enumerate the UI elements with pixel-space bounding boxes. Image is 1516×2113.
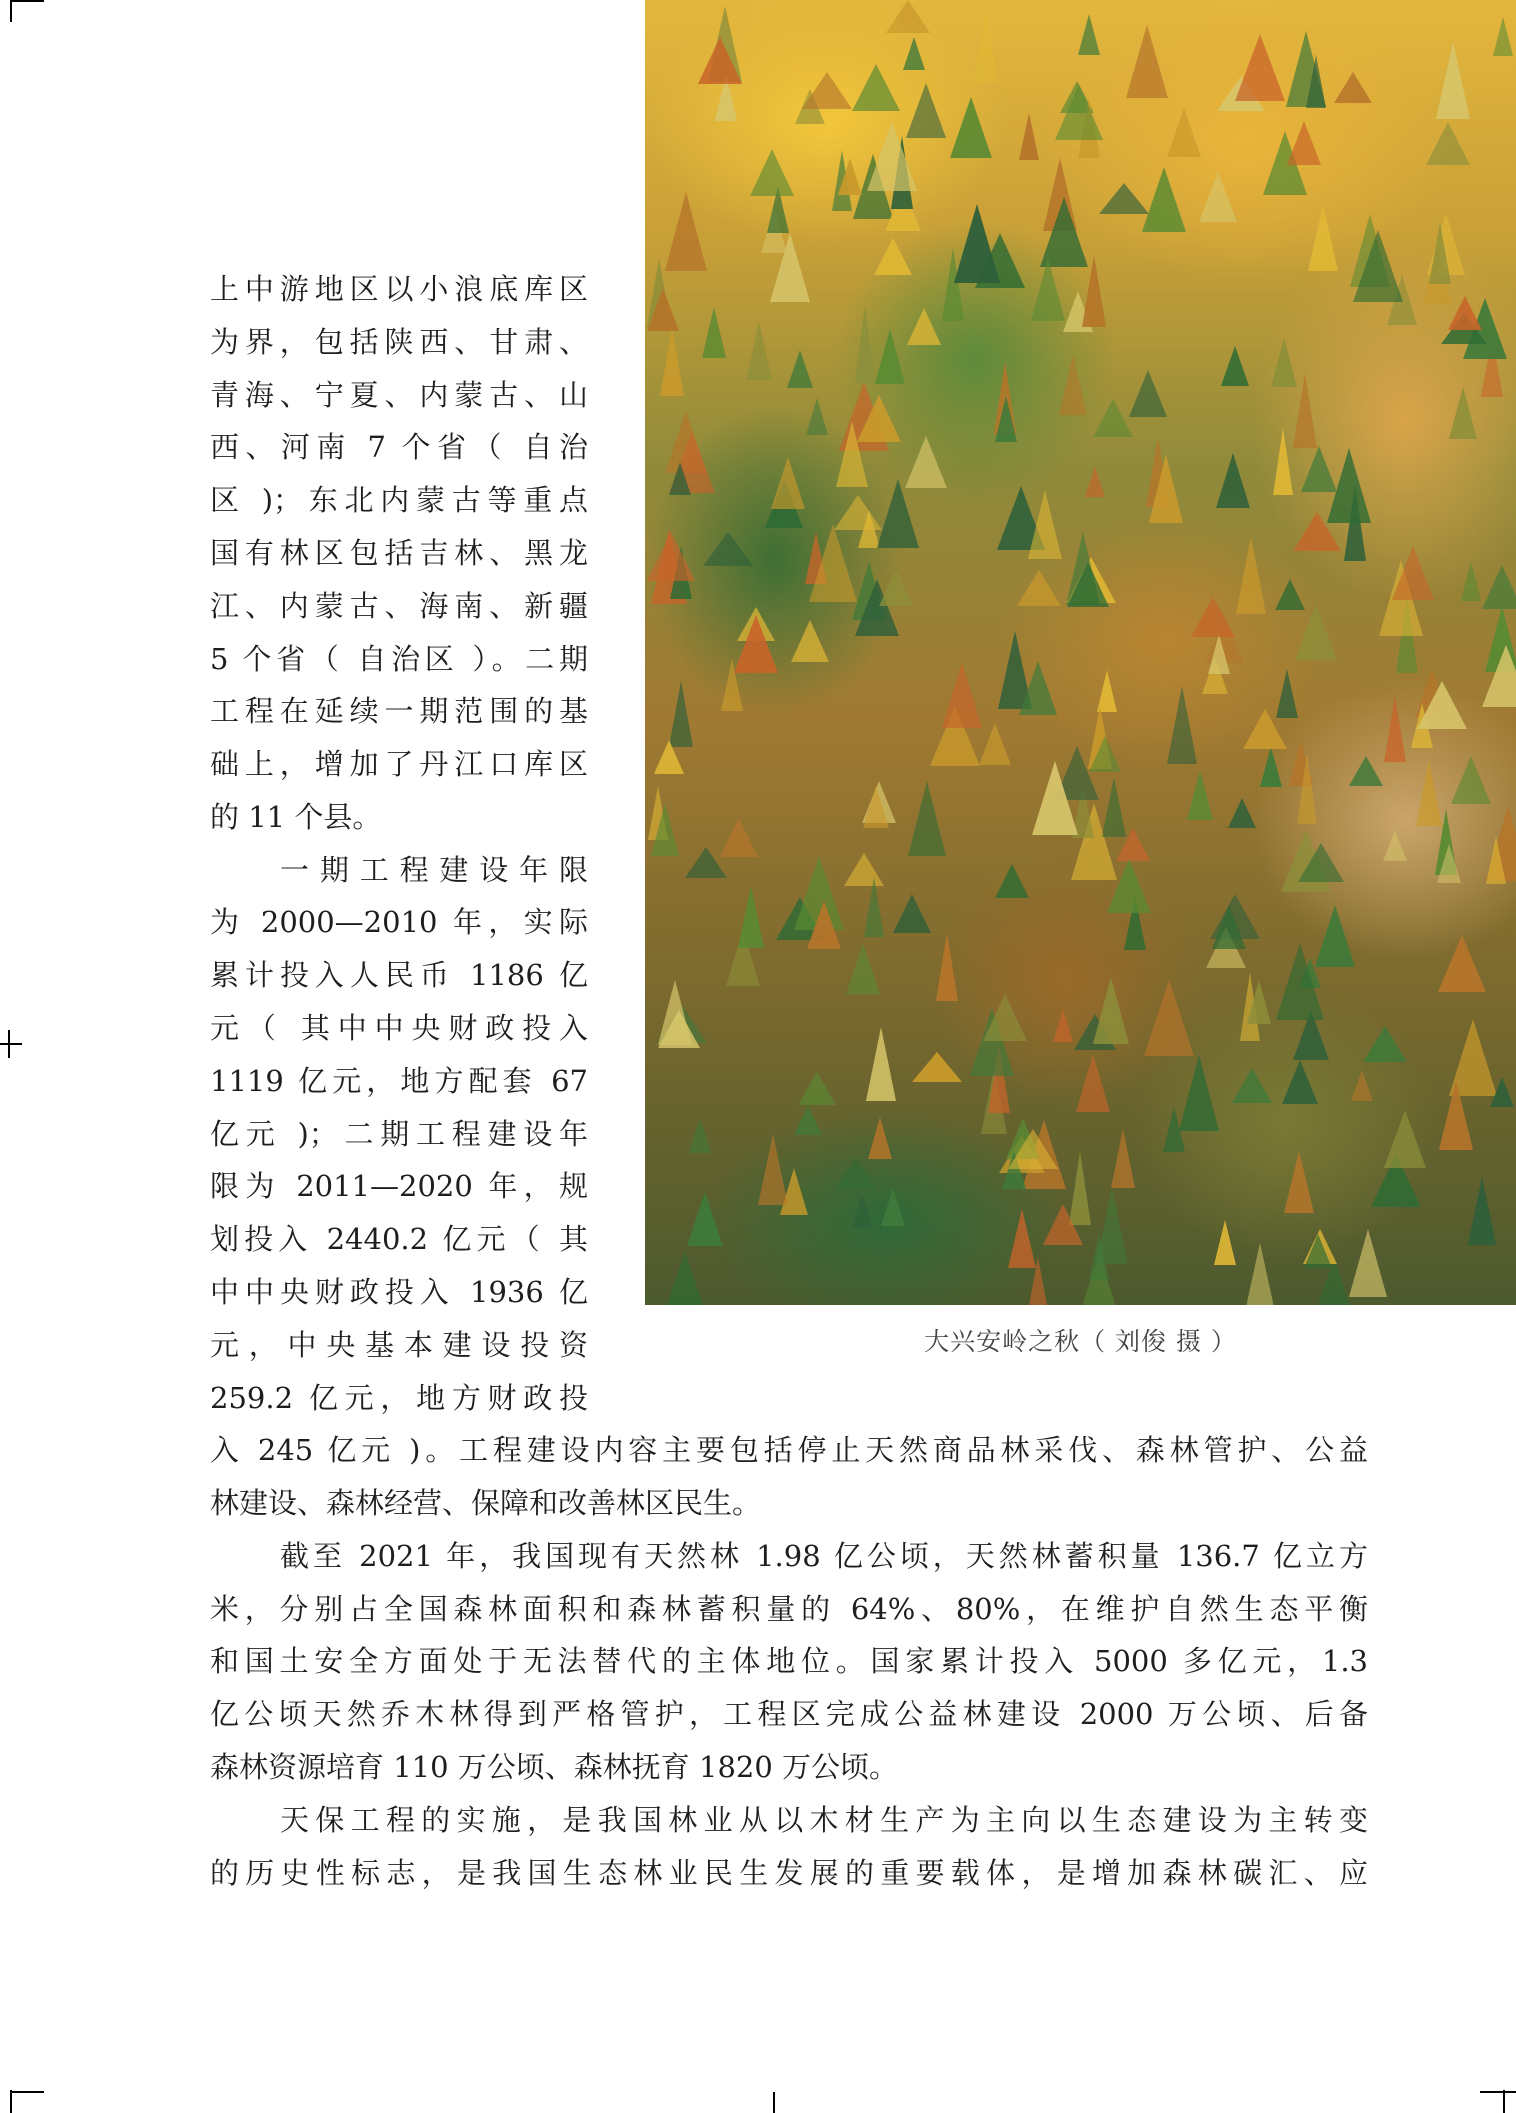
tree-texture <box>1349 1229 1387 1297</box>
tree-texture <box>1351 1070 1373 1101</box>
tree-texture <box>1448 296 1482 330</box>
tree-texture <box>1468 1177 1496 1245</box>
text-line: 的历史性标志，是我国生态林业民生发展的重要载体，是增加森林碳汇、应 <box>210 1856 1368 1890</box>
tree-texture <box>1093 977 1129 1044</box>
tree-texture <box>1179 1055 1219 1131</box>
tree-texture <box>1199 172 1237 222</box>
tree-texture <box>1486 836 1506 884</box>
tree-texture <box>863 786 889 828</box>
tree-texture <box>1076 1054 1110 1112</box>
text-line: 亿公顷天然乔木林得到严格管护，工程区完成公益林建设 2000 万公顷、后备 <box>210 1697 1368 1731</box>
photo-caption: 大兴安岭之秋（ 刘俊 摄 ） <box>924 1327 1237 1356</box>
tree-texture <box>1212 905 1246 949</box>
tree-texture <box>647 532 695 581</box>
tree-texture <box>874 238 912 275</box>
text-line: 中中央财政投入 1936 亿 <box>210 1275 588 1309</box>
tree-texture <box>809 524 857 602</box>
tree-texture <box>942 662 982 728</box>
tree-texture <box>852 64 900 111</box>
tree-texture <box>1493 17 1513 56</box>
tree-texture <box>1392 546 1434 600</box>
tree-texture <box>662 1251 708 1305</box>
tree-texture <box>1111 1129 1135 1188</box>
tree-texture <box>1017 570 1061 606</box>
tree-texture <box>1461 561 1481 601</box>
tree-texture <box>867 121 917 191</box>
tree-texture <box>791 620 829 662</box>
crop-mark-bottom-left-v <box>10 2090 12 2113</box>
tree-texture <box>851 1195 873 1228</box>
tree-texture <box>1055 84 1103 140</box>
tree-texture <box>1437 844 1461 883</box>
tree-texture <box>1027 1257 1049 1305</box>
tree-texture <box>1438 935 1486 992</box>
tree-texture <box>806 398 828 435</box>
crop-mark-top-left-h <box>10 0 44 2</box>
tree-texture <box>1102 777 1126 837</box>
tree-texture <box>1260 747 1282 787</box>
tree-texture <box>1032 761 1078 835</box>
tree-texture <box>1216 453 1250 508</box>
tree-texture <box>1107 859 1151 913</box>
tree-texture <box>660 329 684 396</box>
crop-mark-bottom-center <box>773 2092 775 2113</box>
tree-texture <box>654 740 684 774</box>
tree-texture <box>1031 258 1065 321</box>
tree-texture <box>1099 183 1149 214</box>
tree-texture <box>1208 634 1230 674</box>
tree-texture <box>1353 230 1403 302</box>
tree-texture <box>875 329 905 384</box>
text-line-paragraph-start: 截至 2021 年，我国现有天然林 1.98 亿公顷，天然林蓄积量 136.7 亿立方 <box>280 1539 1368 1573</box>
text-line: 森林资源培育 110 万公顷、森林抚育 1820 万公顷。 <box>210 1750 899 1784</box>
tree-texture <box>1482 645 1516 707</box>
tree-texture <box>886 0 930 33</box>
autumn-forest-photo <box>645 0 1516 1305</box>
tree-texture <box>1235 34 1285 101</box>
tree-texture <box>893 894 931 933</box>
tree-texture <box>807 901 841 949</box>
tree-texture <box>746 322 772 380</box>
tree-texture <box>687 1192 723 1246</box>
text-line: 元，中央基本建设投资 <box>210 1328 588 1362</box>
tree-texture <box>1436 42 1470 119</box>
tree-texture <box>770 233 810 302</box>
text-line: 江、内蒙古、海南、新疆 <box>210 589 588 623</box>
text-line: 米，分别占全国森林面积和森林蓄积量的 64%、80%，在维护自然生态平衡 <box>210 1592 1368 1626</box>
tree-texture <box>1308 205 1338 271</box>
text-line: 5 个省（ 自治区 ）。二期 <box>210 642 588 676</box>
text-line: 划投入 2440.2 亿元（ 其 <box>210 1222 588 1256</box>
text-line: 国有林区包括吉林、黑龙 <box>210 536 588 570</box>
tree-texture <box>1167 108 1201 157</box>
tree-texture <box>1449 387 1477 439</box>
tree-texture <box>866 1027 896 1101</box>
tree-texture <box>1043 1204 1083 1245</box>
tree-texture <box>702 307 726 358</box>
tree-texture <box>734 615 778 673</box>
tree-texture <box>1019 661 1057 715</box>
text-line: 区 )；东北内蒙古等重点 <box>210 483 588 517</box>
tree-texture <box>1417 681 1467 729</box>
tree-texture <box>881 1188 905 1226</box>
tree-texture <box>1349 756 1383 786</box>
tree-texture <box>738 886 764 948</box>
tree-texture <box>1298 843 1344 882</box>
text-line: 累计投入人民币 1186 亿 <box>210 958 588 992</box>
tree-texture <box>1019 113 1039 160</box>
tree-texture <box>1284 1151 1314 1213</box>
tree-texture <box>1228 798 1256 828</box>
tree-texture <box>1334 72 1372 103</box>
text-line: 入 245 亿元 )。工程建设内容主要包括停止天然商品林采伐、森林管护、公益 <box>210 1433 1368 1467</box>
tree-texture <box>1187 770 1213 820</box>
tree-texture <box>1008 1129 1058 1169</box>
text-line: 工程在延续一期范围的基 <box>210 694 588 728</box>
tree-texture <box>1244 1243 1276 1305</box>
tree-texture <box>1053 1009 1073 1042</box>
tree-texture <box>995 864 1029 898</box>
crop-mark-top-left-v <box>10 0 12 22</box>
tree-texture <box>983 994 1027 1041</box>
tree-texture <box>1490 1077 1514 1107</box>
tree-texture <box>1293 373 1317 448</box>
tree-texture <box>907 308 941 345</box>
tree-texture <box>1439 1080 1473 1150</box>
tree-texture <box>1429 223 1451 284</box>
text-line: 元（ 其中中央财政投入 <box>210 1011 588 1045</box>
tree-texture <box>1327 448 1371 523</box>
tree-texture <box>1247 980 1271 1024</box>
text-line: 1119 亿元，地方配套 67 <box>210 1064 588 1098</box>
tree-texture <box>903 37 925 70</box>
tree-texture <box>698 37 742 84</box>
tree-texture <box>1295 603 1337 660</box>
crop-mark-left-mid-v <box>8 1030 10 1058</box>
tree-texture <box>1067 562 1109 607</box>
tree-texture <box>669 462 691 495</box>
tree-texture <box>1306 55 1326 108</box>
tree-texture <box>1384 696 1406 762</box>
tree-texture <box>1232 1068 1272 1103</box>
tree-texture <box>877 479 919 548</box>
text-line: 上中游地区以小浪底库区 <box>210 272 588 306</box>
tree-texture <box>1426 122 1470 165</box>
tree-texture <box>1304 1234 1332 1268</box>
text-line-paragraph-start: 一期工程建设年限 <box>280 853 588 887</box>
tree-texture <box>658 1010 700 1048</box>
text-line-paragraph-start: 天保工程的实施，是我国林业从以木材生产为主向以生态建设为主转变 <box>280 1803 1368 1837</box>
text-line: 为界，包括陕西、甘肃、 <box>210 325 588 359</box>
tree-texture <box>787 350 813 388</box>
tree-texture <box>1221 346 1249 386</box>
tree-texture <box>1096 1188 1128 1264</box>
tree-texture <box>794 1105 822 1135</box>
text-line: 的 11 个县。 <box>210 800 382 834</box>
tree-texture <box>750 149 794 196</box>
tree-texture <box>836 421 868 487</box>
tree-texture <box>1191 597 1235 637</box>
tree-texture <box>954 204 1000 283</box>
tree-texture <box>1282 1060 1318 1104</box>
tree-texture <box>1040 197 1088 267</box>
tree-texture <box>950 97 992 158</box>
tree-texture <box>651 803 679 856</box>
text-line: 为 2000—2010 年，实际 <box>210 905 588 939</box>
text-line: 259.2 亿元，地方财政投 <box>210 1381 588 1415</box>
tree-texture <box>912 1052 962 1082</box>
tree-texture <box>1078 14 1100 55</box>
text-line: 亿元 )；二期工程建设年 <box>210 1117 588 1151</box>
tree-texture <box>647 288 679 331</box>
text-line: 础上，增加了丹江口库区 <box>210 747 588 781</box>
tree-texture <box>665 192 707 271</box>
tree-texture <box>689 1118 711 1153</box>
tree-texture <box>1085 466 1105 497</box>
tree-texture <box>1384 1110 1426 1168</box>
text-line: 和国土安全方面处于无法替代的主体地位。国家累计投入 5000 多亿元，1.3 <box>210 1644 1368 1678</box>
tree-texture <box>1273 428 1293 495</box>
text-line: 青海、宁夏、内蒙古、山 <box>210 378 588 412</box>
crop-mark-bottom-left-h <box>10 2091 44 2093</box>
tree-texture <box>1093 399 1133 437</box>
tree-texture <box>720 818 758 857</box>
tree-texture <box>1451 756 1491 804</box>
text-line: 西、河南 7 个省（ 自治 <box>210 430 588 464</box>
tree-texture <box>1383 831 1407 861</box>
tree-texture <box>1214 1220 1236 1265</box>
tree-texture <box>1276 943 1324 1020</box>
tree-texture <box>936 933 958 1001</box>
crop-mark-left-mid <box>0 1043 22 1045</box>
tree-texture <box>1059 355 1087 415</box>
tree-texture <box>1167 686 1197 764</box>
tree-texture <box>846 943 880 994</box>
tree-texture <box>1363 1026 1407 1062</box>
tree-texture <box>1144 980 1194 1056</box>
tree-texture <box>1129 370 1167 417</box>
tree-texture <box>995 396 1017 442</box>
text-line: 限为 2011—2020 年，规 <box>210 1169 588 1203</box>
tree-texture <box>703 532 753 566</box>
crop-mark-bottom-right-v <box>1503 2090 1505 2113</box>
tree-texture <box>1243 709 1287 749</box>
tree-texture <box>868 1117 892 1159</box>
tree-texture <box>1082 255 1106 327</box>
tree-texture <box>979 723 1011 765</box>
tree-texture <box>798 1072 836 1105</box>
tree-texture <box>855 305 875 383</box>
tree-texture <box>1028 490 1062 559</box>
tree-texture <box>669 681 693 747</box>
tree-texture <box>864 877 884 937</box>
text-line: 林建设、森林经营、保障和改善林区民生。 <box>210 1486 762 1520</box>
tree-texture <box>802 72 852 109</box>
tree-texture <box>1126 25 1168 98</box>
tree-texture <box>834 1157 878 1190</box>
tree-texture <box>1163 1107 1185 1152</box>
tree-texture <box>1482 565 1516 609</box>
tree-texture <box>974 9 998 82</box>
crop-mark-bottom-right-h <box>1480 2091 1516 2093</box>
tree-texture <box>1297 753 1317 824</box>
tree-texture <box>771 457 805 509</box>
tree-texture <box>1287 121 1321 165</box>
tree-texture <box>908 781 946 856</box>
tree-texture <box>1236 537 1266 614</box>
tree-texture <box>1149 454 1183 523</box>
tree-texture <box>879 569 913 606</box>
tree-texture <box>838 158 862 195</box>
tree-texture <box>758 1134 788 1205</box>
